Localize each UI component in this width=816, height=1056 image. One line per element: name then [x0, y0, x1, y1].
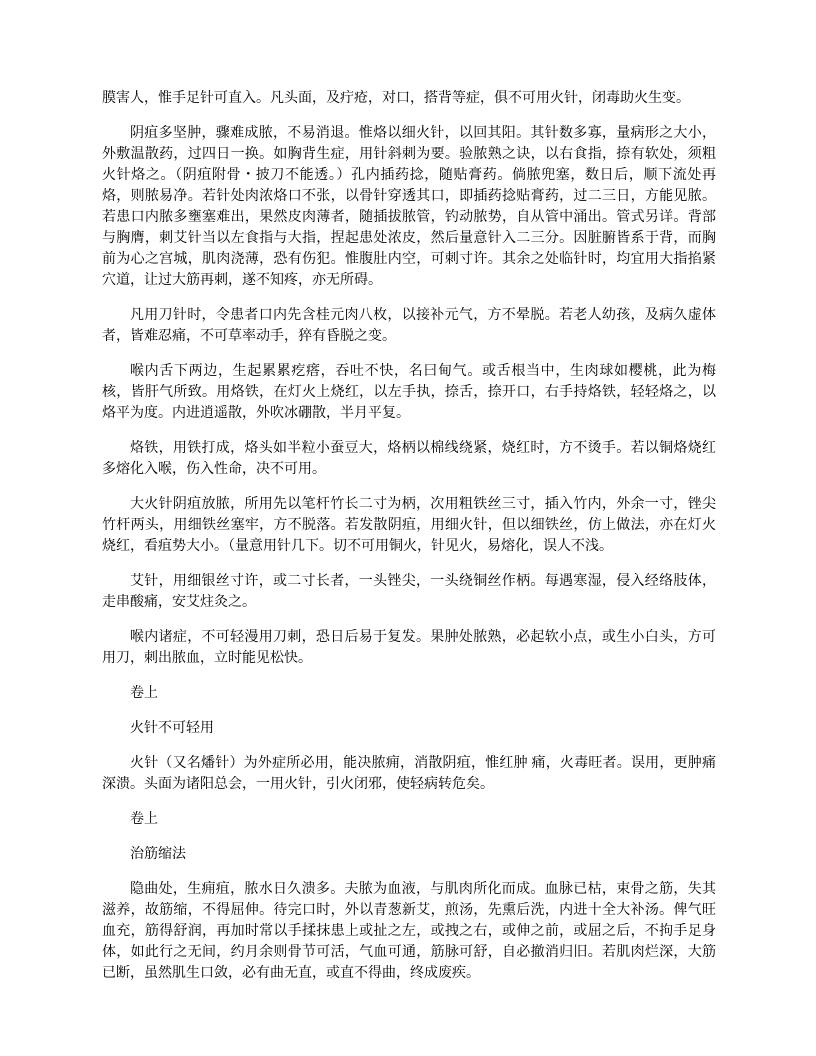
- document-body: [102, 88, 716, 998]
- paragraph-large-fire-needle: 大火针阴疽放脓，所用先以笔杆竹长二寸为柄，次用粗铁丝三寸，插入竹内，外余一寸，锉尖竹杆两头，用细铁丝塞牢，方不脱落。若发散阴疽，用细火针，但以细铁丝，仿上做法，亦在灯火烧红，看疽势大小。（量意用针几下。切不可用铜火，针见火，易熔化，误人不浅。: [102, 497, 716, 554]
- paragraph-moxa-needle: 艾针，用细银丝寸许，或二寸长者，一头锉尖，一头绕铜丝作柄。每遇寒湿，侵入经络肢体，走串酸痛，安艾炷灸之。: [102, 574, 716, 610]
- paragraph-fire-needle-usage: 火针（又名燔针）为外症所必用，能决脓痈，消散阴疽，惟红肿 痛，火毒旺者。误用，更肿痛深溃。头面为诸阳总会，一用火针，引火闭邪，使轻病转危矣。: [102, 756, 716, 792]
- paragraph-knife-needle-caution: 凡用刀针时，令患者口内先含桂元肉八枚，以接补元气，方不晕脱。若老人幼孩，及病久虚体者，皆难忍痛，不可草率动手，猝有昏脱之变。: [102, 308, 716, 344]
- continued-paragraph: 膜害人，惟手足针可直入。凡头面，及疔疮，对口，搭背等症，俱不可用火针，闭毒助火生变。: [102, 91, 690, 106]
- paragraph-throat-conditions: 喉内诸症，不可轻漫用刀刺，恐日后易于复发。果肿处脓熟，必起软小点，或生小白头，方可用刀，刺出脓血，立时能见松快。: [102, 630, 716, 666]
- heading-sinew-contraction: 治筋缩法: [130, 847, 186, 862]
- heading-fire-needle-caution: 火针不可轻用: [130, 721, 214, 736]
- paragraph-throat-cautery: 喉内舌下两边，生起累累疙瘩，吞吐不快，名曰甸气。或舌根当中，生肉球如樱桃，此为梅核，皆肝气所致。用烙铁，在灯火上烧红，以左手执，捺舌，捺开口，右手持烙铁，轻轻烙之，以烙平为度。内进逍遥散，外吹冰硼散，半月平复。: [102, 364, 716, 421]
- paragraph-sinew-contraction-method: 隐曲处，生痈疽，脓水日久溃多。夫脓为血液，与肌肉所化而成。血脉已枯，束骨之筋，失其滋养，故筋缩，不得屈伸。待完口时，外以青葱新艾，煎汤，先熏后洗，内进十全大补汤。俾气旺血充，筋得舒润，再加时常以手揉抹患上或扯之左，或拽之右，或伸之前，或屈之后，不拘手足身体，如此行之无间，约月余则骨节可活，气血可通，筋脉可舒，自必撤消归旧。若肌肉烂深，大筋已断，虽然肌生口敛，必有曲无直，或直不得曲，终成废疾。: [102, 882, 716, 981]
- paragraph-cautery-iron: 烙铁，用铁打成，烙头如半粒小蚕豆大，烙柄以棉线绕紧，烧红时，方不烫手。若以铜烙烧红多熔化入喉，伤入性命，决不可用。: [102, 441, 716, 477]
- paragraph-yin-ju-treatment: 阴疽多坚肿，骤难成脓，不易消退。惟烙以细火针，以回其阳。其针数多寡，量病形之大小，外敷温散药，过四日一换。如胸背生症，用针斜刺为要。验脓熟之诀，以右食指，捺有软处，须粗火针烙之。（阴疽附骨・披刀不能透。）孔内插药捻，随贴膏药。倘脓兜塞，数日后，顺下流处再烙，则脓易净。若针处肉浓烙口不张，以骨针穿透其口，即插药捻贴膏药，过二三日，方能见脓。若患口内脓多壅塞难出，果然皮肉薄者，随插拔脓管，钓动脓势，自从管中涌出。管式另详。背部与胸膺，刺艾针当以左食指与大指，捏起患处浓皮，然后量意针入二三分。因脏腑皆系于背，而胸前为心之宫城，肌肉浇薄，恐有伤犯。惟腹肚内空，可刺寸许。其余之处临针时，均宜用大指掐紧穴道，让过大筋再刺，遂不知疼，亦无所碍。: [102, 126, 716, 288]
- heading-juan-shang-2: 卷上: [130, 812, 158, 827]
- heading-juan-shang-1: 卷上: [130, 686, 158, 701]
